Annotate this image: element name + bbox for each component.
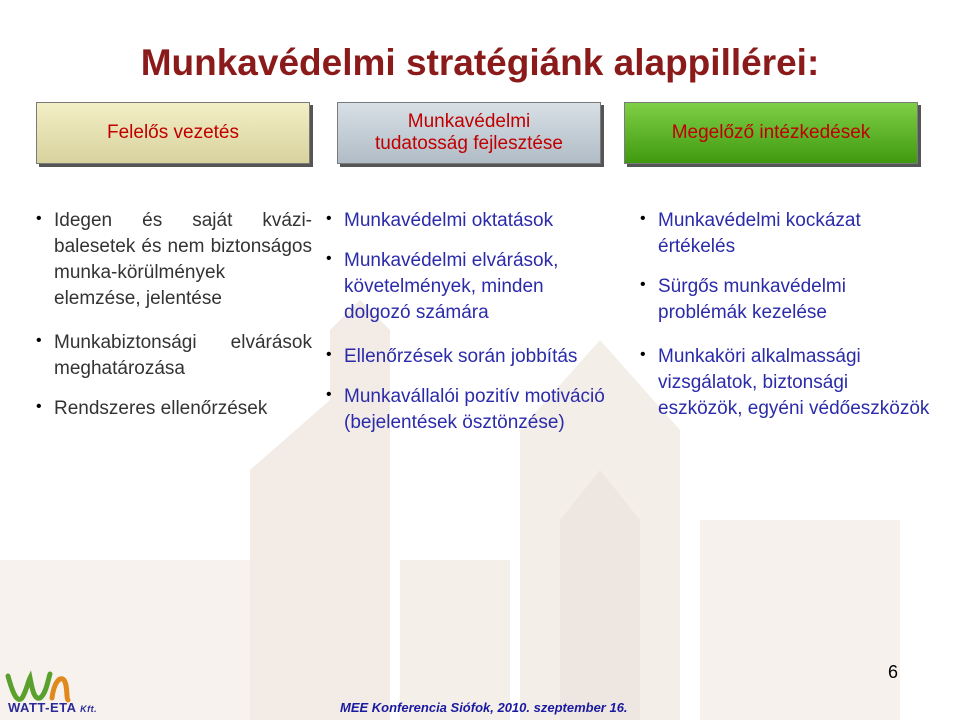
bullet-icon: •: [326, 386, 332, 403]
bullet-icon: •: [326, 346, 332, 363]
list-item: • Munkavállalói pozitív motiváció (bejelentések ösztönzése): [326, 384, 606, 436]
list-item: • Ellenőrzések során jobbítás: [326, 344, 606, 370]
list-item: • Rendszeres ellenőrzések: [36, 396, 312, 422]
page-number: 6: [888, 662, 899, 682]
list-item: • Munkavédelmi oktatások: [326, 208, 606, 234]
page-title: Munkavédelmi stratégiánk alappillérei:: [140, 42, 820, 83]
column-preventive-measures: [640, 208, 930, 422]
bullet-icon: •: [36, 210, 42, 227]
bullet-icon: •: [640, 276, 646, 293]
list-item: • Munkavédelmi elvárások, követelmények, minden dolgozó számára: [326, 248, 606, 326]
bullet-icon: •: [326, 250, 332, 267]
header-safety-awareness-label: Munkavédelmi tudatosság fejlesztése: [374, 111, 563, 154]
bullet-icon: •: [36, 398, 42, 415]
header-safety-awareness: [337, 102, 601, 164]
footer-conference: MEE Konferencia Siófok, 2010. szeptember 16.: [340, 700, 628, 715]
bullet-icon: •: [36, 332, 42, 349]
list-item: • Idegen és saját kvázi-balesetek és nem biztonságos munka-körülmények elemzése, jelentése: [36, 208, 312, 312]
column-responsible-leadership: [36, 208, 312, 422]
list-item: • Munkabiztonsági elvárások meghatározása: [36, 330, 312, 382]
logo-text: WATT-ETA Kft.: [8, 700, 98, 715]
bullet-icon: •: [640, 346, 646, 363]
header-preventive-measures: Megelőző intézkedések: [624, 102, 918, 164]
bullet-icon: •: [640, 210, 646, 227]
bullet-icon: •: [326, 210, 332, 227]
column-safety-awareness: [326, 208, 606, 436]
list-item: • Munkavédelmi kockázat értékelés: [640, 208, 930, 260]
list-item: • Munkaköri alkalmassági vizsgálatok, biztonsági eszközök, egyéni védőeszközök: [640, 344, 930, 422]
header-responsible-leadership: Felelős vezetés: [36, 102, 310, 164]
list-item: • Sürgős munkavédelmi problémák kezelése: [640, 274, 930, 326]
